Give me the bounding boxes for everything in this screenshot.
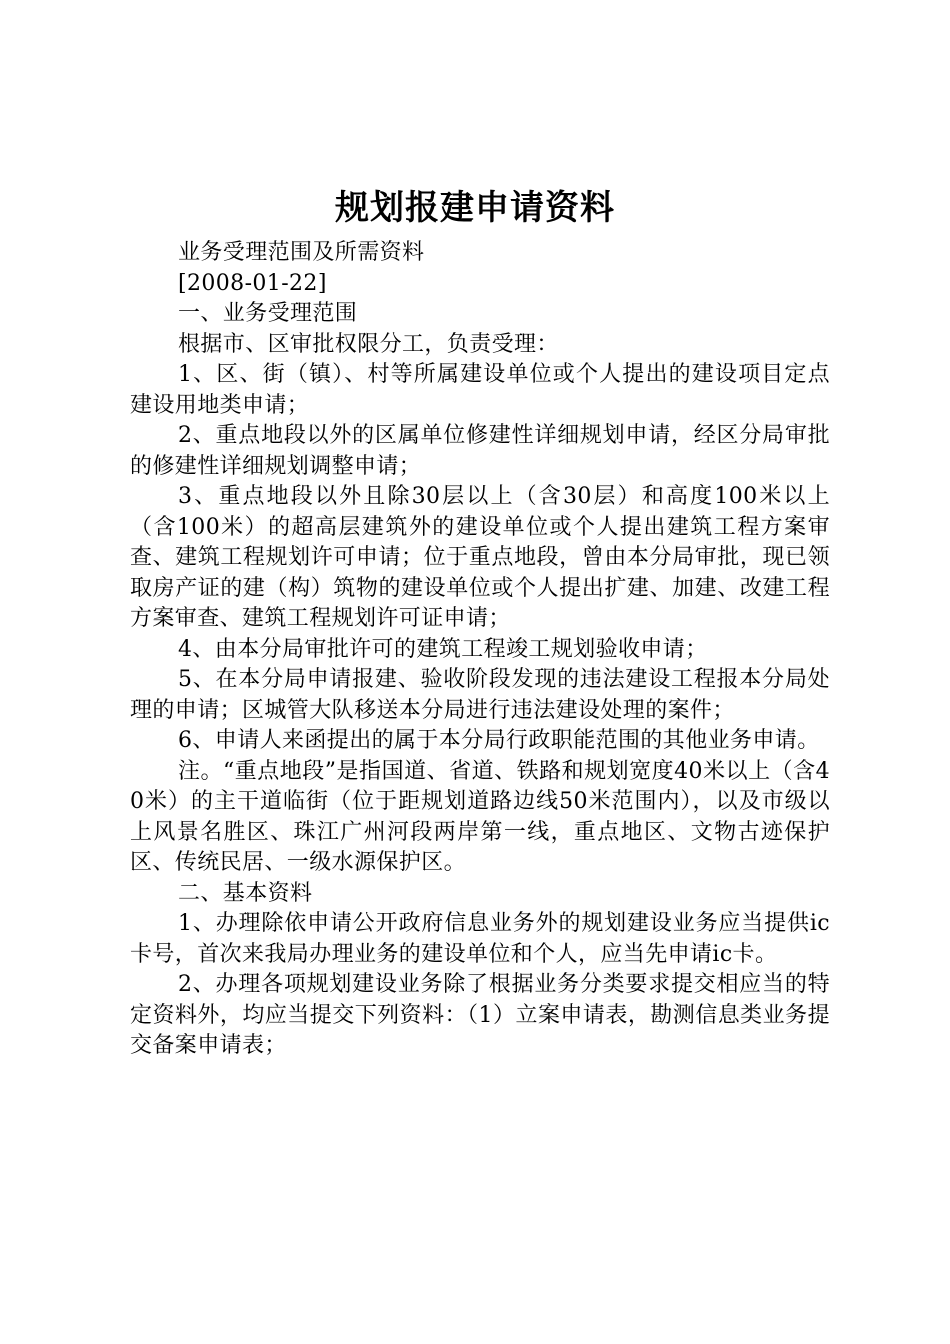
list-item: 3、重点地段以外且除30层以上（含30层）和高度100米以上（含100米）的超高层建筑外的建设单位或个人提出建筑工程方案审查、建筑工程规划许可申请；位于重点地段，曾由本分局审批，现已领取房产证的建（构）筑物的建设单位或个人提出扩建、加建、改建工程方案审查、建筑工程规划许可证申请； <box>130 484 830 631</box>
paragraph-note: 注。“重点地段”是指国道、省道、铁路和规划宽度40米以上（含40米）的主干道临街（位于距规划道路边线50米范围内），以及市级以上风景名胜区、珠江广州河段两岸第一线，重点地区、文物古迹保护区、传统民居、一级水源保护区。 <box>130 758 830 875</box>
document-title: 规划报建申请资料 <box>335 188 615 228</box>
list-item: 5、在本分局申请报建、验收阶段发现的违法建设工程报本分局处理的申请；区城管大队移送本分局进行违法建设处理的案件； <box>130 667 830 723</box>
list-item: 2、重点地段以外的区属单位修建性详细规划申请，经区分局审批的修建性详细规划调整申请； <box>130 423 830 479</box>
list-item: 4、由本分局审批许可的建筑工程竣工规划验收申请； <box>178 636 708 662</box>
list-item: 6、申请人来函提出的属于本分局行政职能范围的其他业务申请。 <box>178 728 820 753</box>
list-item: 1、区、街（镇）、村等所属建设单位或个人提出的建设项目定点建设用地类申请； <box>130 362 830 418</box>
paragraph-intro: 根据市、区审批权限分工，负责受理： <box>178 331 559 357</box>
section-heading-scope: 一、业务受理范围 <box>178 301 358 326</box>
paragraph-date: [2008-01-22] <box>178 270 327 296</box>
document-body <box>130 238 830 1062</box>
paragraph-subtitle: 业务受理范围及所需资料 <box>178 240 425 265</box>
section-heading-materials: 二、基本资料 <box>178 880 313 906</box>
list-item: 2、办理各项规划建设业务除了根据业务分类要求提交相应当的特定资料外，均应当提交下列资料：（1）立案申请表，勘测信息类业务提交备案申请表； <box>130 972 830 1058</box>
list-item: 1、办理除依申请公开政府信息业务外的规划建设业务应当提供ic卡号，首次来我局办理业务的建设单位和个人，应当先申请ic卡。 <box>130 911 830 967</box>
